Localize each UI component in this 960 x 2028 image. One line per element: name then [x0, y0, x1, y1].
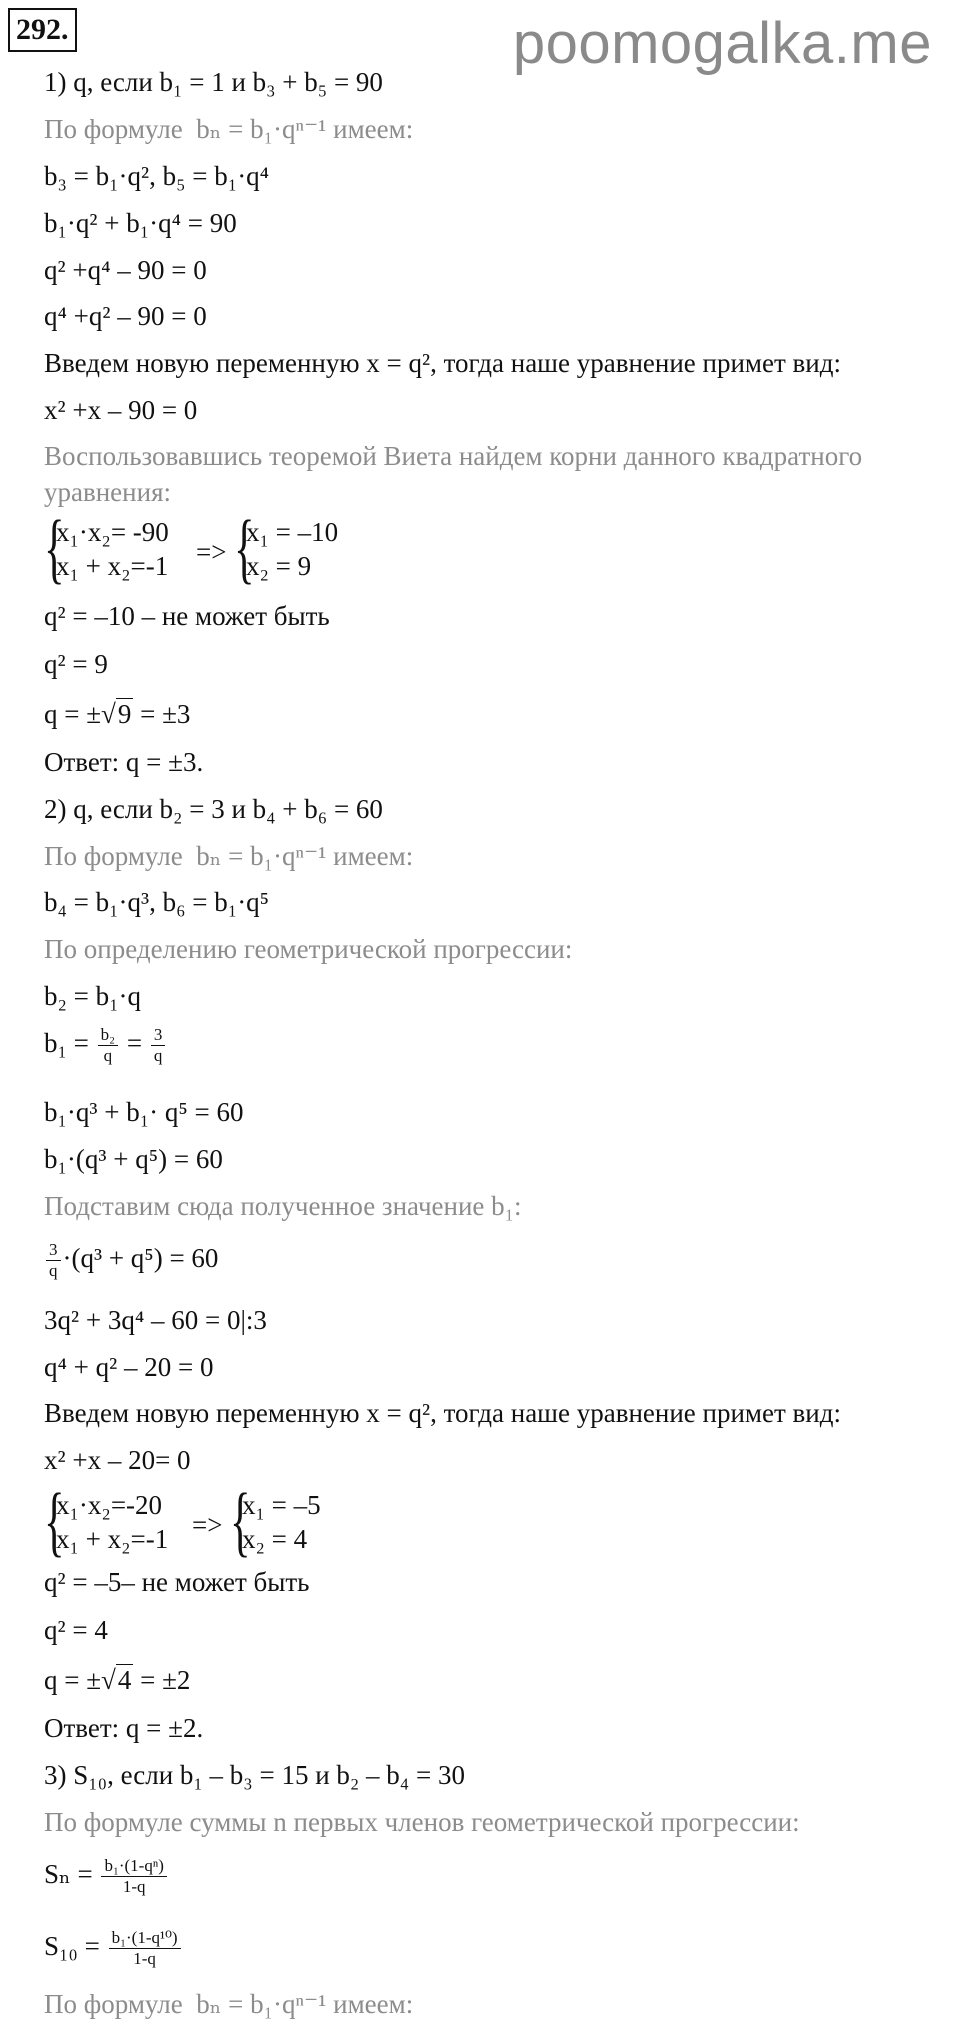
text-line: Введем новую переменную x = q², тогда наше уравнение примет вид: — [44, 348, 841, 378]
equation: q² = 4 — [44, 1615, 108, 1645]
equation: b₁·q³ + b₁· q⁵ = 60 — [44, 1097, 244, 1127]
equation: b₁ = $\frac{\text{b₂}}{q}$ = $\frac{3}{q}$ — [44, 1025, 167, 1066]
equation: 3q² + 3q⁴ – 60 = 0|:3 — [44, 1305, 267, 1335]
fraction: $\frac{3}{q}$ — [151, 1025, 166, 1066]
left-brace: { — [230, 1477, 251, 1564]
equation: x² +x – 90 = 0 — [44, 395, 198, 425]
fraction: $\frac{\text{b₂}}{q}$ — [98, 1025, 118, 1066]
system-eq: x₁ = –10 — [246, 517, 339, 547]
left-brace: { — [44, 504, 65, 591]
equation: Sₙ = $\frac{\text{b₁·(1-qⁿ)}}{1-q}$ — [44, 1856, 169, 1897]
equation: x² +x – 20= 0 — [44, 1445, 191, 1475]
answer-2: Ответ: q = ±2. — [44, 1713, 204, 1743]
equation: b₃ = b₁·q², b₅ = b₁·q⁴ — [44, 161, 270, 191]
task-2: 2) q, если b₂ = 3 и b₄ + b₆ = 60 — [44, 794, 383, 824]
system-eq: x₂ = 9 — [246, 551, 312, 581]
equation: b₄ = b₁·q³, b₆ = b₁·q⁵ — [44, 887, 270, 917]
system-eq: x₁·x₂= -90 — [56, 517, 169, 547]
system-eq: x₁ = –5 — [242, 1490, 321, 1520]
implies-arrow: => — [196, 537, 227, 567]
problem-number: 292. — [8, 8, 77, 52]
equation: S₁₀ = $\frac{\text{b₁·(1-q¹⁰)}}{1-q}$ — [44, 1928, 183, 1969]
left-brace: { — [234, 504, 255, 591]
system-eq: x₁ + x₂=-1 — [56, 1524, 169, 1554]
equation: q = ±√4 = ±2 — [44, 1665, 191, 1695]
equation: q² = –10 – не может быть — [44, 601, 330, 631]
equation: b₁·q² + b₁·q⁴ = 90 — [44, 208, 237, 238]
system-eq: x₂ = 4 — [242, 1524, 308, 1554]
system-eq: x₁ + x₂=-1 — [56, 551, 169, 581]
equation: q = ±√9 = ±3 — [44, 699, 191, 729]
fraction: $\frac{\text{b₁·(1-q¹⁰)}}{1-q}$ — [109, 1928, 181, 1969]
fraction: $\frac{\text{b₁·(1-qⁿ)}}{1-q}$ — [101, 1856, 166, 1897]
answer-1: Ответ: q = ±3. — [44, 747, 204, 777]
equation: q⁴ + q² – 20 = 0 — [44, 1352, 214, 1382]
task-3: 3) S₁₀, если b₁ – b₃ = 15 и b₂ – b₄ = 30 — [44, 1760, 465, 1790]
equation: q² = –5– не может быть — [44, 1567, 310, 1597]
task-1: 1) q, если b₁ = 1 и b₃ + b₅ = 90 — [44, 67, 383, 97]
note-vieta: Воспользовавшись теоремой Виета найдем корни данного квадратного уравнения: — [44, 441, 863, 507]
equation: q² +q⁴ – 90 = 0 — [44, 255, 207, 285]
equation: b₁·(q³ + q⁵) = 60 — [44, 1144, 223, 1174]
note-substitute: Подставим сюда полученное значение b₁: — [44, 1191, 522, 1221]
note-sum-formula: По формуле суммы n первых членов геометрической прогрессии: — [44, 1807, 800, 1837]
left-brace: { — [44, 1477, 65, 1564]
equation: $\frac{3}{q}$ ·(q³ + q⁵) = 60 — [44, 1240, 218, 1281]
formula-note: По формуле bₙ = b₁·qⁿ⁻¹ имеем: — [44, 841, 414, 871]
equation: q⁴ +q² – 90 = 0 — [44, 301, 207, 331]
equation: q² = 9 — [44, 649, 108, 679]
implies-arrow: => — [192, 1510, 223, 1540]
equation: b₂ = b₁·q — [44, 981, 142, 1011]
system-eq: x₁·x₂=-20 — [56, 1490, 163, 1520]
site-watermark: poomogalka.me — [512, 11, 932, 76]
note-definition: По определению геометрической прогрессии: — [44, 934, 573, 964]
text-line: Введем новую переменную x = q², тогда наше уравнение примет вид: — [44, 1398, 841, 1428]
formula-note: По формуле bₙ = b₁·qⁿ⁻¹ имеем: — [44, 1989, 414, 2019]
fraction: $\frac{3}{q}$ — [46, 1240, 61, 1281]
formula-note: По формуле bₙ = b₁·qⁿ⁻¹ имеем: — [44, 114, 414, 144]
